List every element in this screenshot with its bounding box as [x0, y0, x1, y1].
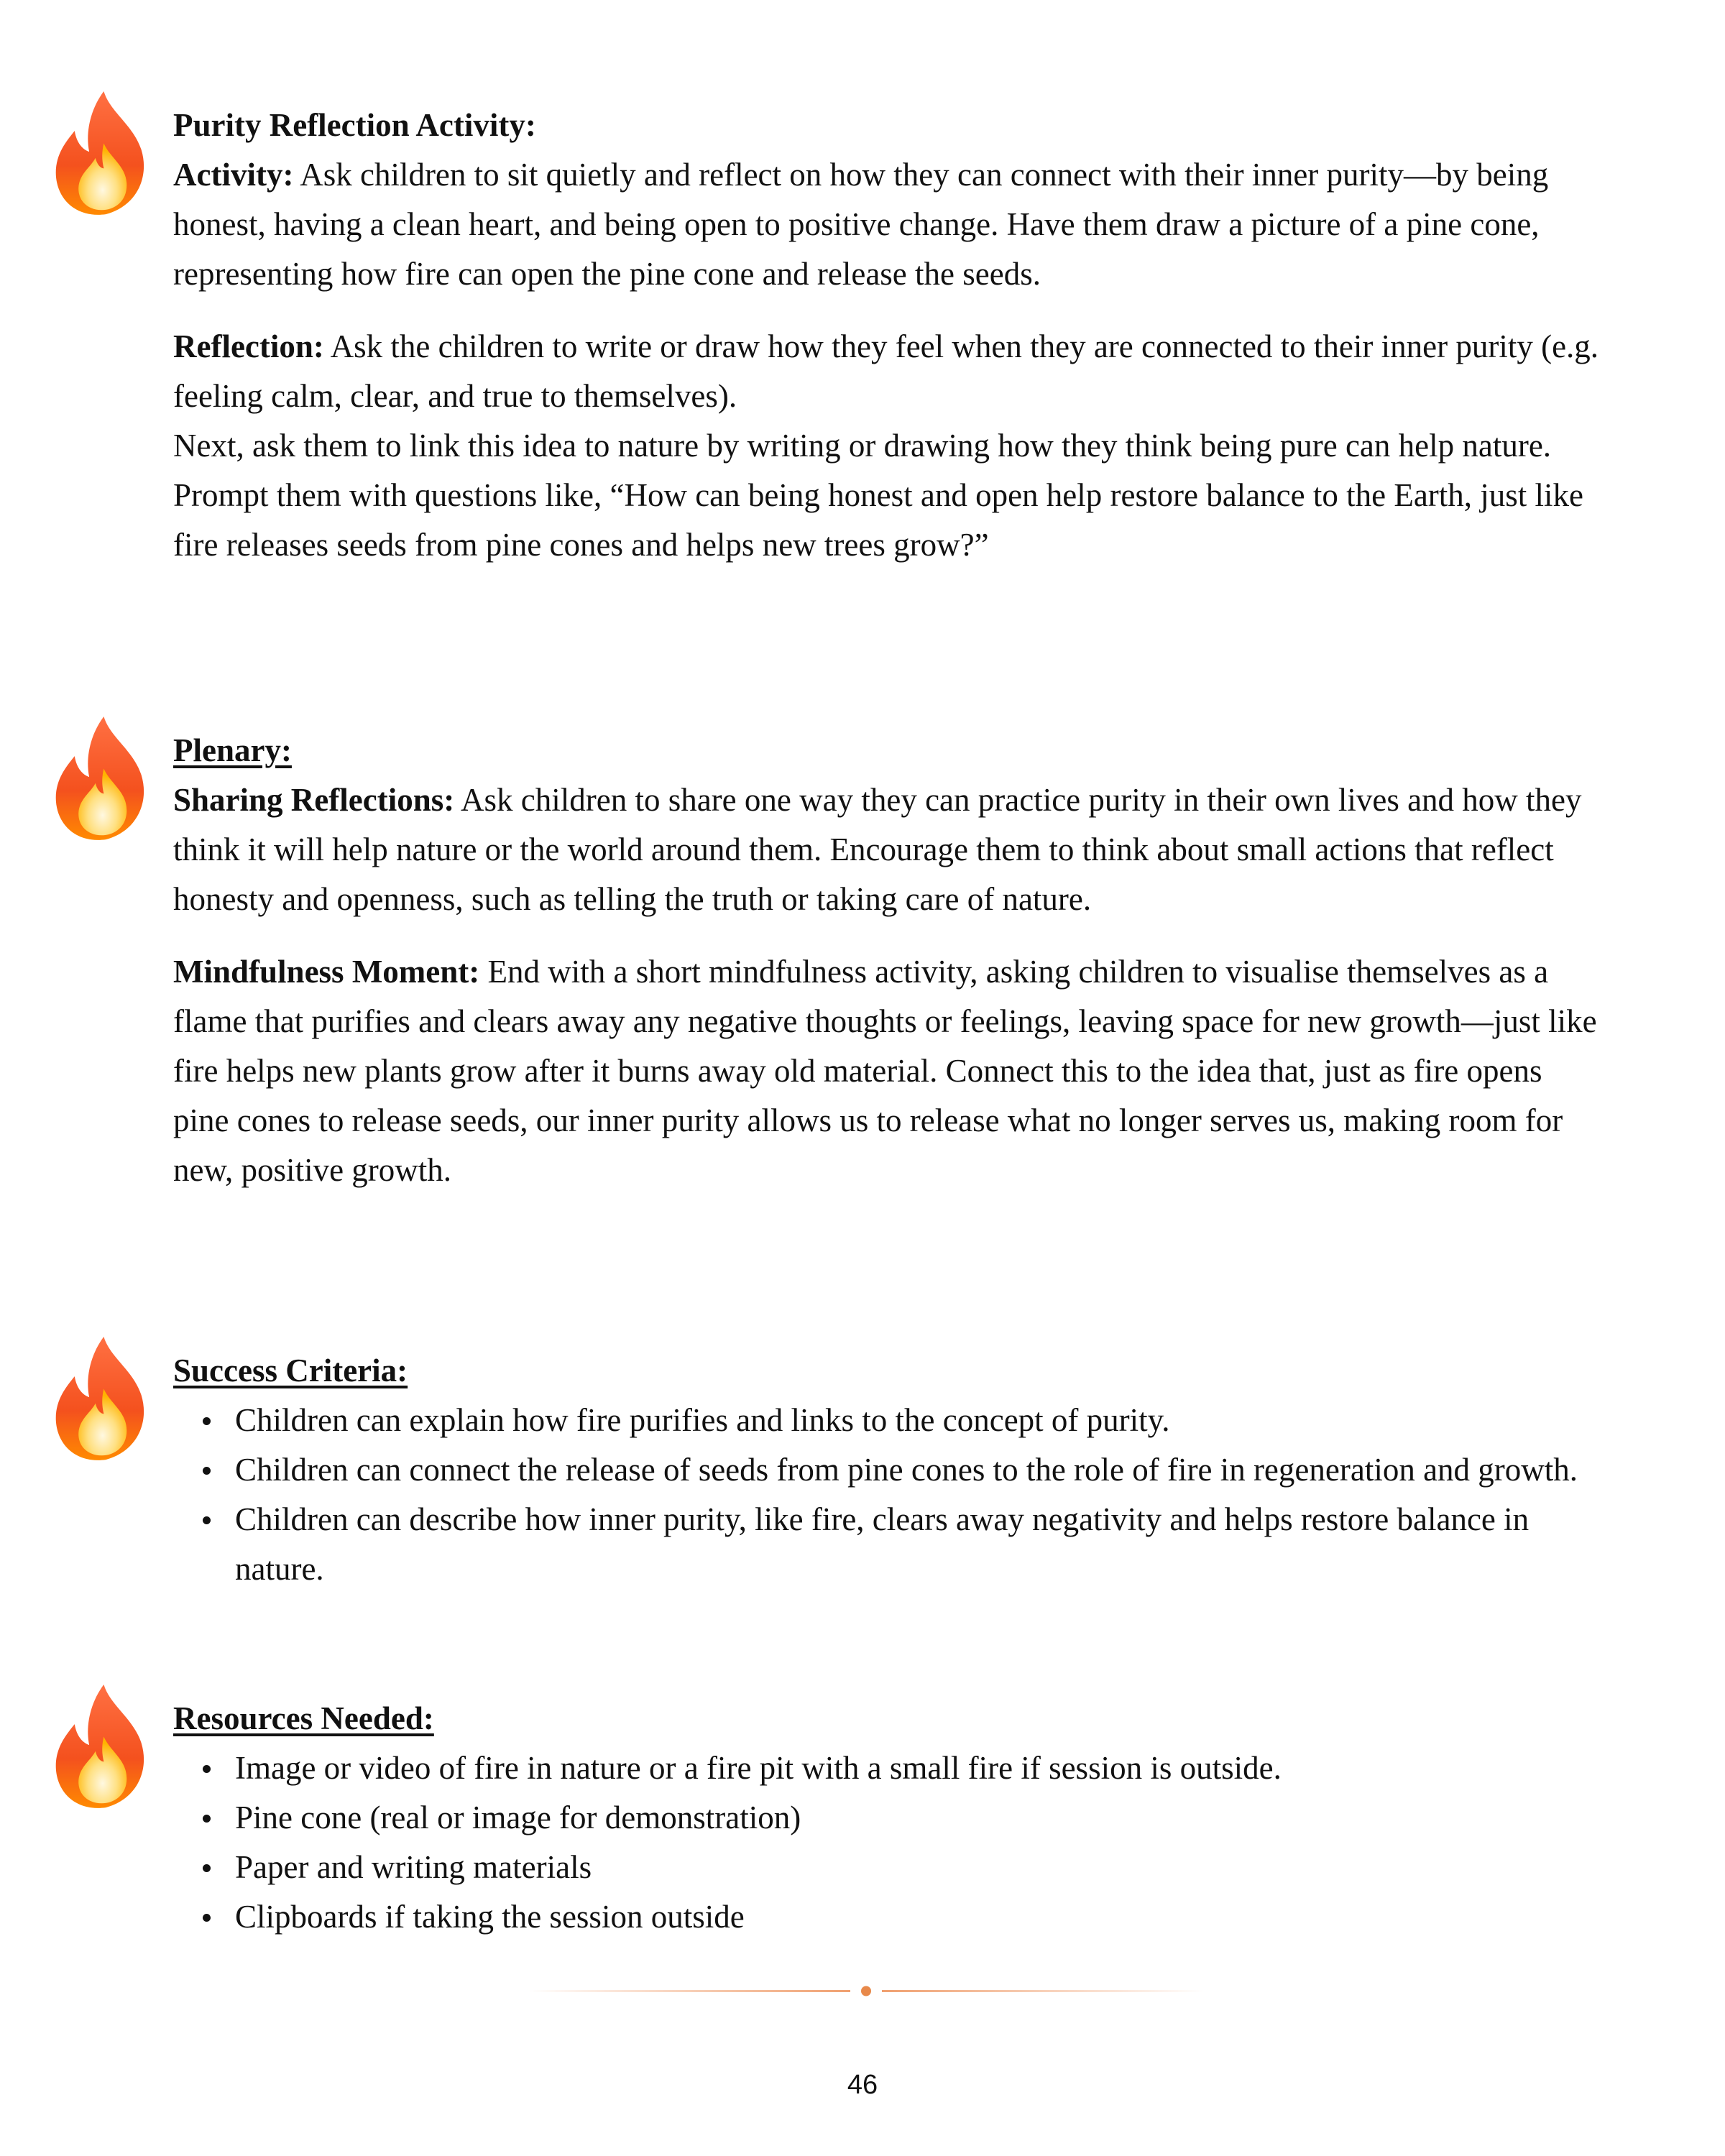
paragraph-text: Next, ask them to link this idea to nature by writing or drawing how they think being pure can help nature. Prompt them with questions like, “How can being honest and open help restore balance to the Earth, just like fire releases seeds from pine cones and helps new trees grow?” — [173, 428, 1584, 563]
list-item: Children can explain how fire purifies and links to the concept of purity. — [235, 1396, 1601, 1445]
list-item: Children can connect the release of seeds from pine cones to the role of fire in regeneration and growth. — [235, 1445, 1601, 1495]
section-heading: Resources Needed: — [173, 1700, 434, 1736]
list-item: Image or video of fire in nature or a fire pit with a small fire if session is outside. — [235, 1743, 1601, 1793]
next-paragraph — [173, 421, 1604, 570]
page-number: 46 — [847, 2070, 878, 2100]
list-item: Clipboards if taking the session outside — [235, 1892, 1601, 1942]
section-success-criteria — [173, 1346, 1611, 1594]
divider-line-right — [882, 1990, 1204, 1992]
list-item: Pine cone (real or image for demonstration) — [235, 1793, 1601, 1843]
sharing-reflections-paragraph — [173, 775, 1604, 924]
divider-dot — [861, 1986, 871, 1996]
paragraph-text: Ask the children to write or draw how they feel when they are connected to their inner purity (e.g. feeling calm, clear, and true to themselves). — [173, 328, 1599, 414]
fire-icon — [50, 714, 154, 844]
paragraph-label: Reflection: — [173, 328, 324, 364]
fire-icon — [50, 89, 154, 218]
paragraph-text: Ask children to sit quietly and reflect on how they can connect with their inner purity—by being honest, having a clean heart, and being open to positive change. Have them draw a picture of a pine cone, representing how fire can open the pine cone and release the seeds. — [173, 157, 1549, 292]
fire-icon — [50, 1682, 154, 1812]
activity-paragraph — [173, 150, 1604, 299]
fire-icon — [50, 1335, 154, 1464]
list-item: Paper and writing materials — [235, 1843, 1601, 1892]
success-criteria-list — [173, 1396, 1611, 1594]
reflection-paragraph — [173, 322, 1604, 421]
paragraph-label: Sharing Reflections: — [173, 782, 455, 818]
mindfulness-moment-paragraph — [173, 947, 1604, 1195]
resources-list — [173, 1743, 1611, 1942]
paragraph-text: End with a short mindfulness activity, asking children to visualise themselves as a flame that purifies and clears away any negative thoughts or feelings, leaving space for new growth—just like fire helps new plants grow after it burns away old material. Connect this to the idea that, just as fire opens pine cones to release seeds, our inner purity allows us to release what no longer serves us, making room for new, positive growth. — [173, 954, 1597, 1188]
section-heading: Plenary: — [173, 732, 292, 768]
section-heading: Purity Reflection Activity: — [173, 107, 536, 143]
section-plenary — [173, 726, 1611, 1195]
section-heading: Success Criteria: — [173, 1353, 408, 1388]
divider-line-left — [528, 1990, 850, 1992]
paragraph-label: Activity: — [173, 157, 294, 193]
section-resources-needed — [173, 1694, 1611, 1942]
ornamental-divider — [528, 1984, 1204, 1998]
section-purity-reflection-activity — [173, 101, 1611, 570]
paragraph-label: Mindfulness Moment: — [173, 954, 480, 990]
list-item: Children can describe how inner purity, like fire, clears away negativity and helps restore balance in nature. — [235, 1495, 1601, 1594]
paragraph-text: Ask children to share one way they can practice purity in their own lives and how they think it will help nature or the world around them. Encourage them to think about small actions that reflect honesty and openness, such as telling the truth or taking care of nature. — [173, 782, 1582, 917]
